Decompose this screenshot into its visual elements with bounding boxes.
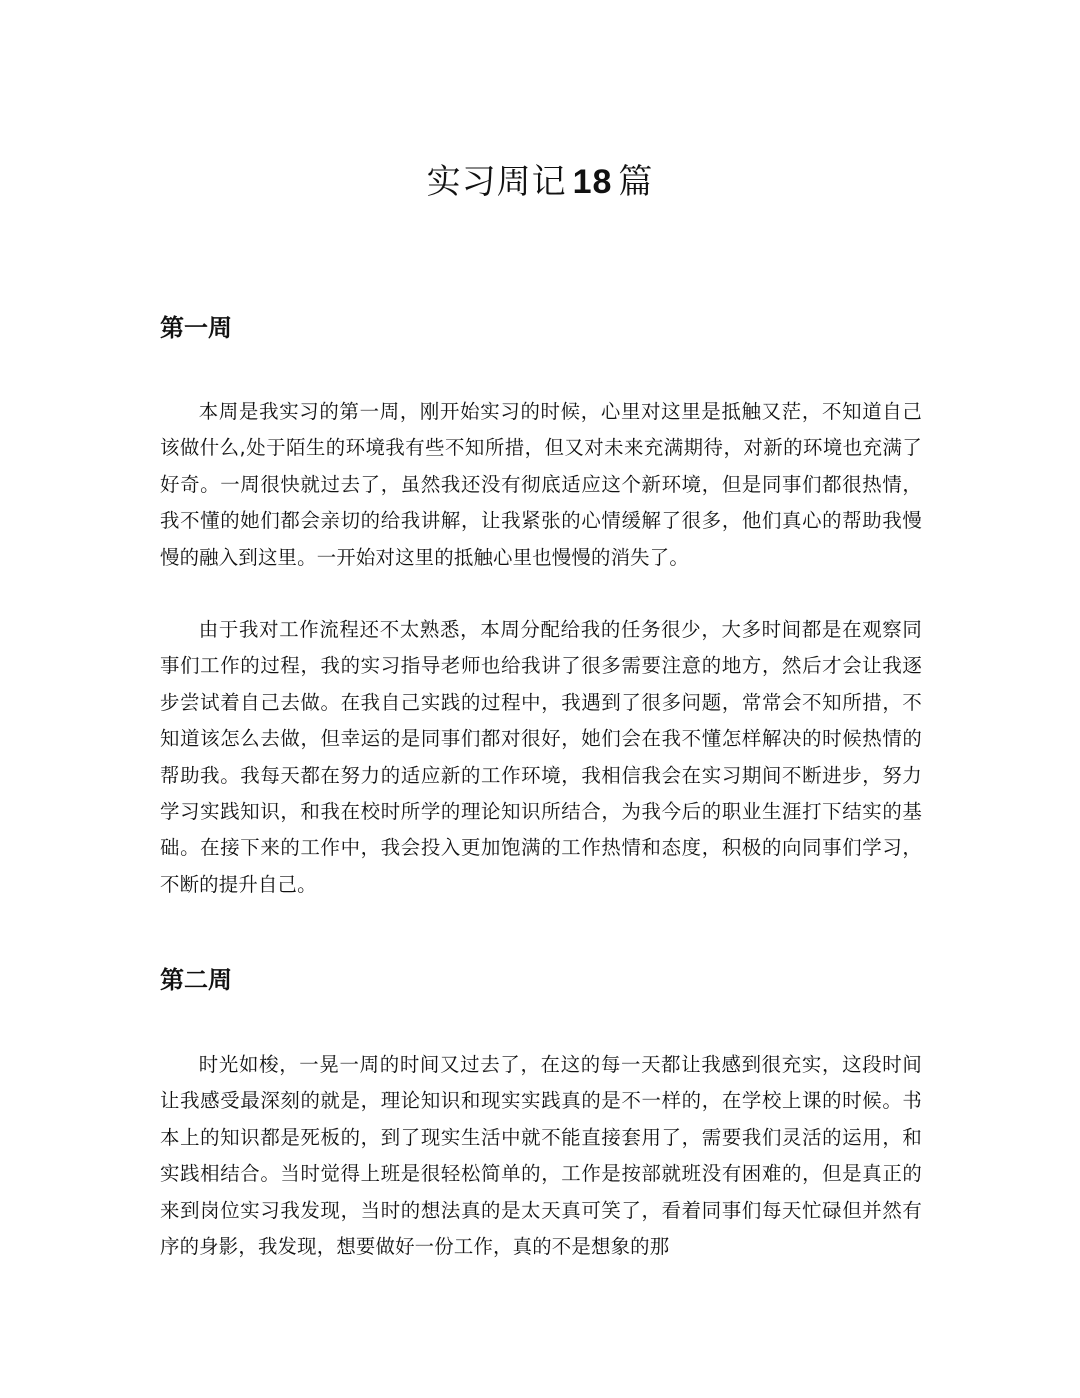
document-title [0,158,1080,206]
paragraph: 本周是我实习的第一周，刚开始实习的时候，心里对这里是抵触又茫，不知道自己该做什么,处于陌生的环境我有些不知所措，但又对未来充满期待，对新的环境也充满了好奇。一周很快就过去了，虽然我还没有彻底适应这个新环境，但是同事们都很热情，我不懂的她们都会亲切的给我讲解，让我紧张的心情缓解了很多，他们真心的帮助我慢慢的融入到这里。一开始对这里的抵触心里也慢慢的消失了。 [160,400,922,569]
section-heading-week-1: 第一周 [160,314,232,342]
title-suffix: 篇 [618,162,654,202]
title-number: 18 [572,163,613,201]
section-heading-week-2: 第二周 [160,966,232,994]
title-prefix: 实习周记 [426,162,567,202]
paragraph: 由于我对工作流程还不太熟悉，本周分配给我的任务很少，大多时间都是在观察同事们工作的过程，我的实习指导老师也给我讲了很多需要注意的地方，然后才会让我逐步尝试着自己去做。在我自己实践的过程中，我遇到了很多问题，常常会不知所措，不知道该怎么去做，但幸运的是同事们都对很好，她们会在我不懂怎样解决的时候热情的帮助我。我每天都在努力的适应新的工作环境，我相信我会在实习期间不断进步，努力学习实践知识，和我在校时所学的理论知识所结合，为我今后的职业生涯打下结实的基础。在接下来的工作中，我会投入更加饱满的工作热情和态度，积极的向同事们学习，不断的提升自己。 [160,618,922,896]
paragraph: 时光如梭，一晃一周的时间又过去了，在这的每一天都让我感到很充实，这段时间让我感受最深刻的就是，理论知识和现实实践真的是不一样的，在学校上课的时候。书本上的知识都是死板的，到了现实生活中就不能直接套用了，需要我们灵活的运用，和实践相结合。当时觉得上班是很轻松简单的，工作是按部就班没有困难的，但是真正的来到岗位实习我发现，当时的想法真的是太天真可笑了，看着同事们每天忙碌但并然有序的身影，我发现，想要做好一份工作，真的不是想象的那 [160,1053,922,1259]
